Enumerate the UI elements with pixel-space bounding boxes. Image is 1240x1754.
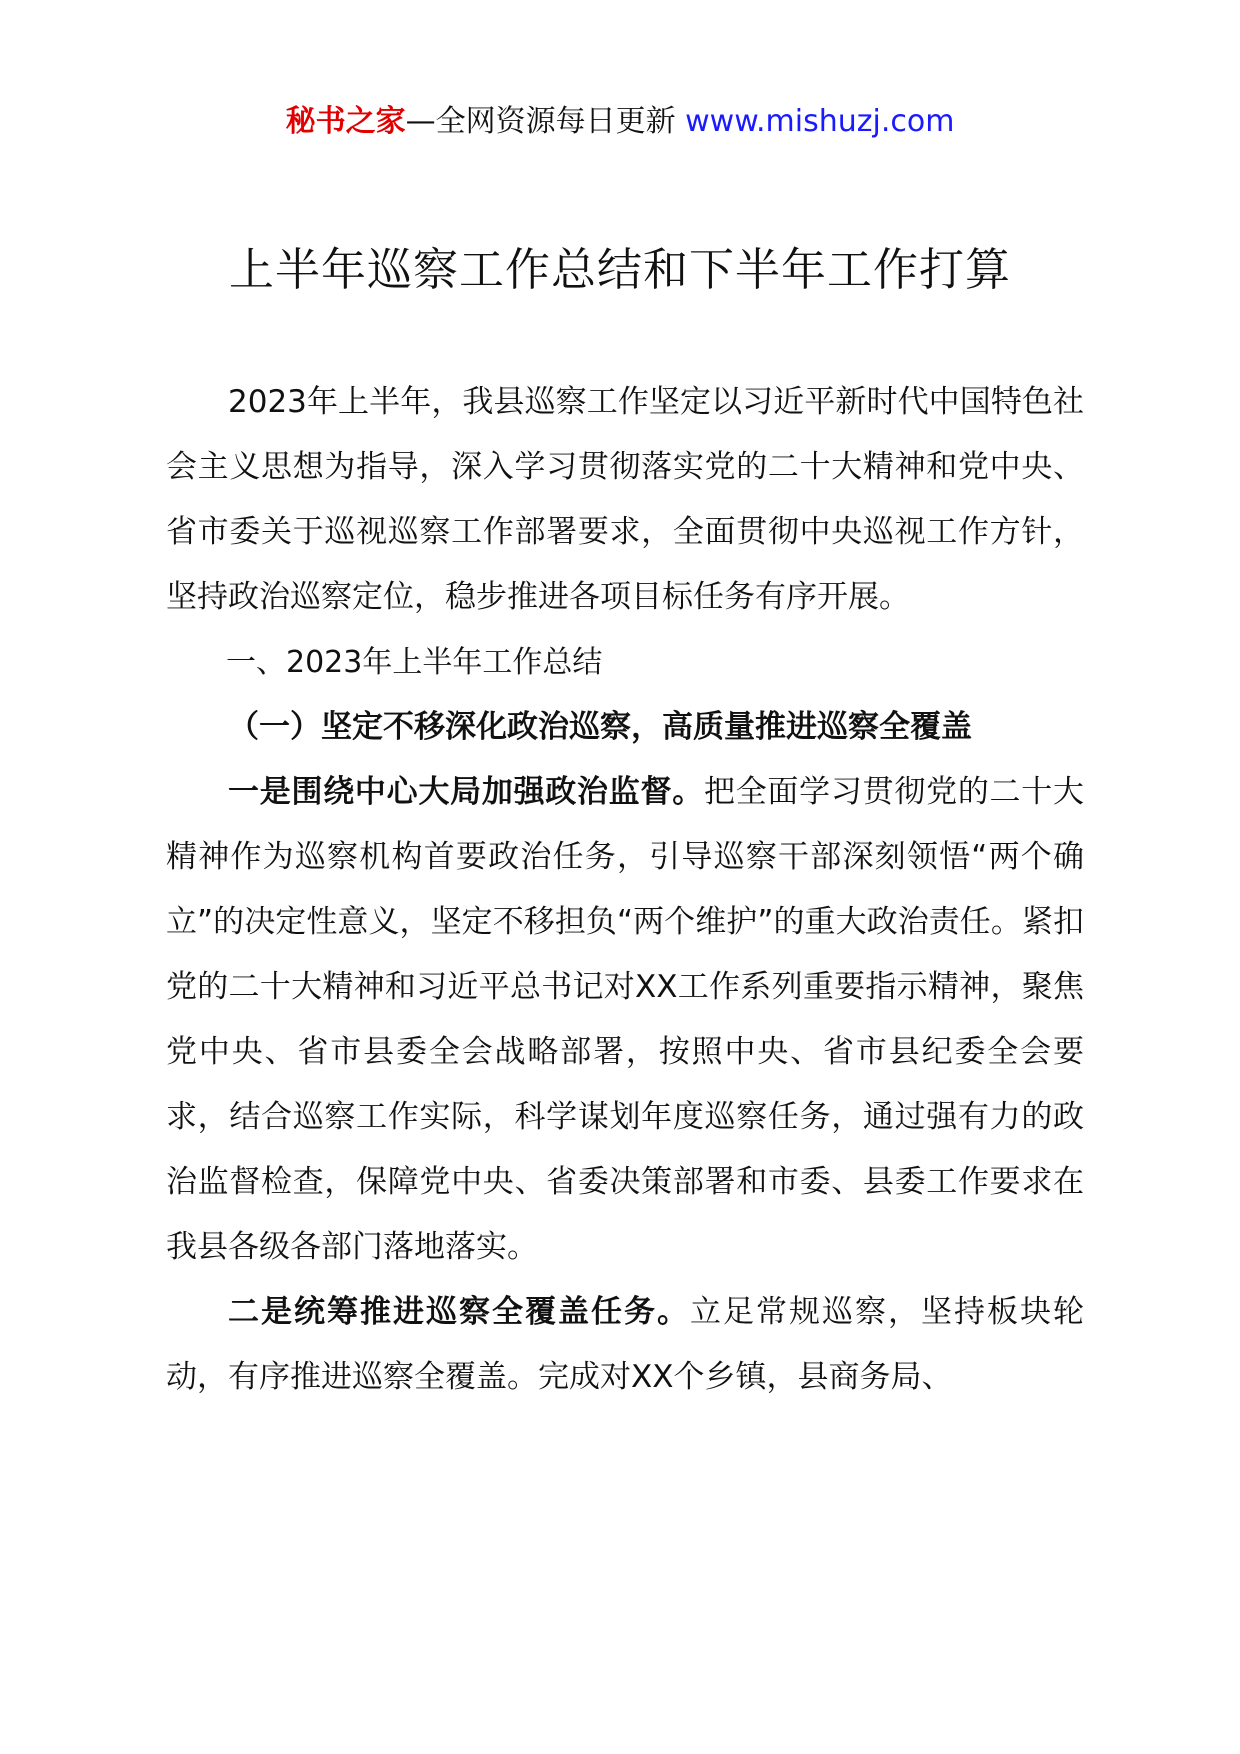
point-2-lead: 二是统筹推进巡察全覆盖任务。 xyxy=(228,1294,690,1330)
subsection-heading: （一）坚定不移深化政治巡察，高质量推进巡察全覆盖 xyxy=(228,709,972,745)
point-2-text: 立足常规巡察，坚持板块轮动，有序推进巡察全覆盖。完成对XX个乡镇，县商务局、 xyxy=(166,1294,1084,1395)
intro-paragraph: 2023年上半年，我县巡察工作坚定以习近平新时代中国特色社会主义思想为指导，深入学习贯彻落实党的二十大精神和党中央、省市委关于巡视巡察工作部署要求，全面贯彻中央巡视工作方针，坚持政治巡察定位，稳步推进各项目标任务有序开展。 xyxy=(166,384,1084,615)
point-1-paragraph xyxy=(166,760,1084,1280)
point-1-text: 把全面学习贯彻党的二十大精神作为巡察机构首要政治任务，引导巡察干部深刻领悟“两个确立”的决定性意义，坚定不移担负“两个维护”的重大政治责任。紧扣党的二十大精神和习近平总书记对XX工作系列重要指示精神，聚焦党中央、省市县委全会战略部署，按照中央、省市县纪委全会要求，结合巡察工作实际，科学谋划年度巡察任务，通过强有力的政治监督检查，保障党中央、省委决策部署和市委、县委工作要求在我县各级各部门落地落实。 xyxy=(166,774,1085,1265)
point-2-paragraph xyxy=(166,1280,1084,1410)
point-1-lead: 一是围绕中心大局加强政治监督。 xyxy=(228,774,704,810)
site-header xyxy=(0,100,1240,144)
document-title: 上半年巡察工作总结和下半年工作打算 xyxy=(228,243,1011,296)
document-body xyxy=(166,370,1084,1410)
site-name: 秘书之家 xyxy=(285,104,406,139)
site-tagline: —全网资源每日更新 xyxy=(405,104,676,139)
section-heading: 一、2023年上半年工作总结 xyxy=(226,645,603,680)
site-url-link[interactable]: www.mishuzj.com xyxy=(685,104,955,139)
